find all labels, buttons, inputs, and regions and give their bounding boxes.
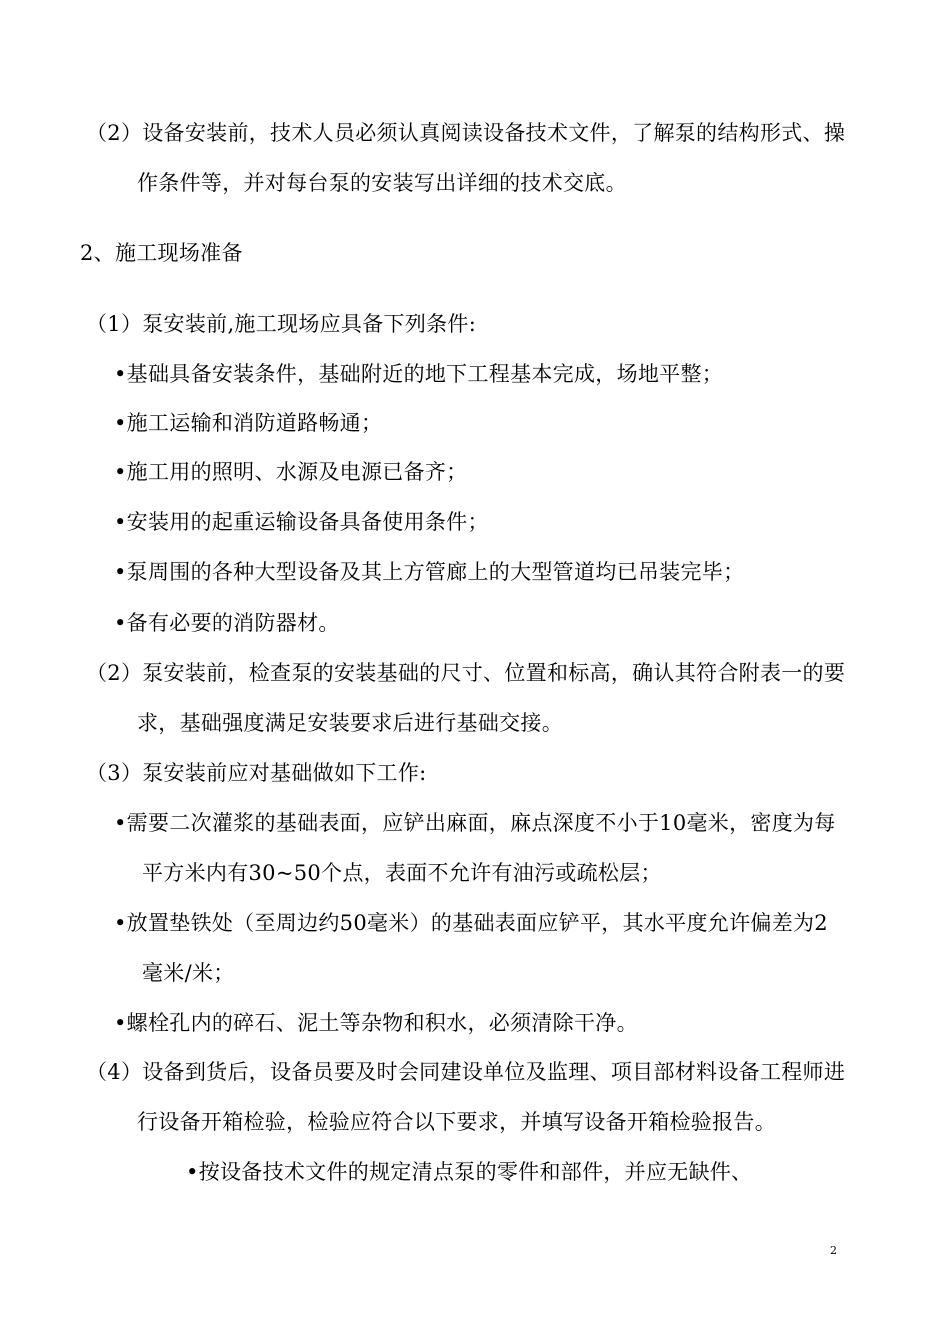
list-item: •需要二次灌浆的基础表面，应铲出麻面，麻点深度不小于10毫米，密度为每 [114,811,836,835]
paragraph-line: （1）泵安装前,施工现场应具备下列条件: [86,312,477,336]
page-number: 2 [830,1244,837,1257]
list-item-continued: 平方米内有30~50个点，表面不允许有油污或疏松层； [142,861,662,885]
paragraph-line: （4）设备到货后，设备员要及时会同建设单位及监理、项目部材料设备工程师进 [86,1060,846,1084]
paragraph-line: 求，基础强度满足安装要求后进行基础交接。 [137,711,563,735]
paragraph-line: 行设备开箱检验，检验应符合以下要求，并填写设备开箱检验报告。 [137,1110,776,1134]
list-item: •泵周围的各种大型设备及其上方管廊上的大型管道均已吊装完毕； [114,560,745,584]
list-item: •基础具备安装条件，基础附近的地下工程基本完成，场地平整； [114,362,724,386]
paragraph-line: 作条件等，并对每台泵的安装写出详细的技术交底。 [137,171,627,195]
list-item: •施工用的照明、水源及电源已备齐； [114,460,468,484]
paragraph-line: （3）泵安装前应对基础做如下工作: [86,761,427,785]
list-item: •备有必要的消防器材。 [114,611,340,635]
list-item: •施工运输和消防道路畅通； [114,411,383,435]
list-item-continued: 毫米/米； [142,961,235,985]
list-item: •按设备技术文件的规定清点泵的零件和部件，并应无缺件、 [186,1160,753,1184]
paragraph-line: （2）泵安装前，检查泵的安装基础的尺寸、位置和标高，确认其符合附表一的要 [86,661,846,685]
list-item: •螺栓孔内的碎石、泥土等杂物和积水，必须清除干净。 [114,1011,638,1035]
paragraph-line: （2）设备安装前，技术人员必须认真阅读设备技术文件，了解泵的结构形式、操 [86,121,846,145]
list-item: •放置垫铁处（至周边约50毫米）的基础表面应铲平，其水平度允许偏差为2 [114,911,828,935]
list-item: •安装用的起重运输设备具备使用条件； [114,510,489,534]
section-heading: 2、施工现场准备 [80,241,243,265]
